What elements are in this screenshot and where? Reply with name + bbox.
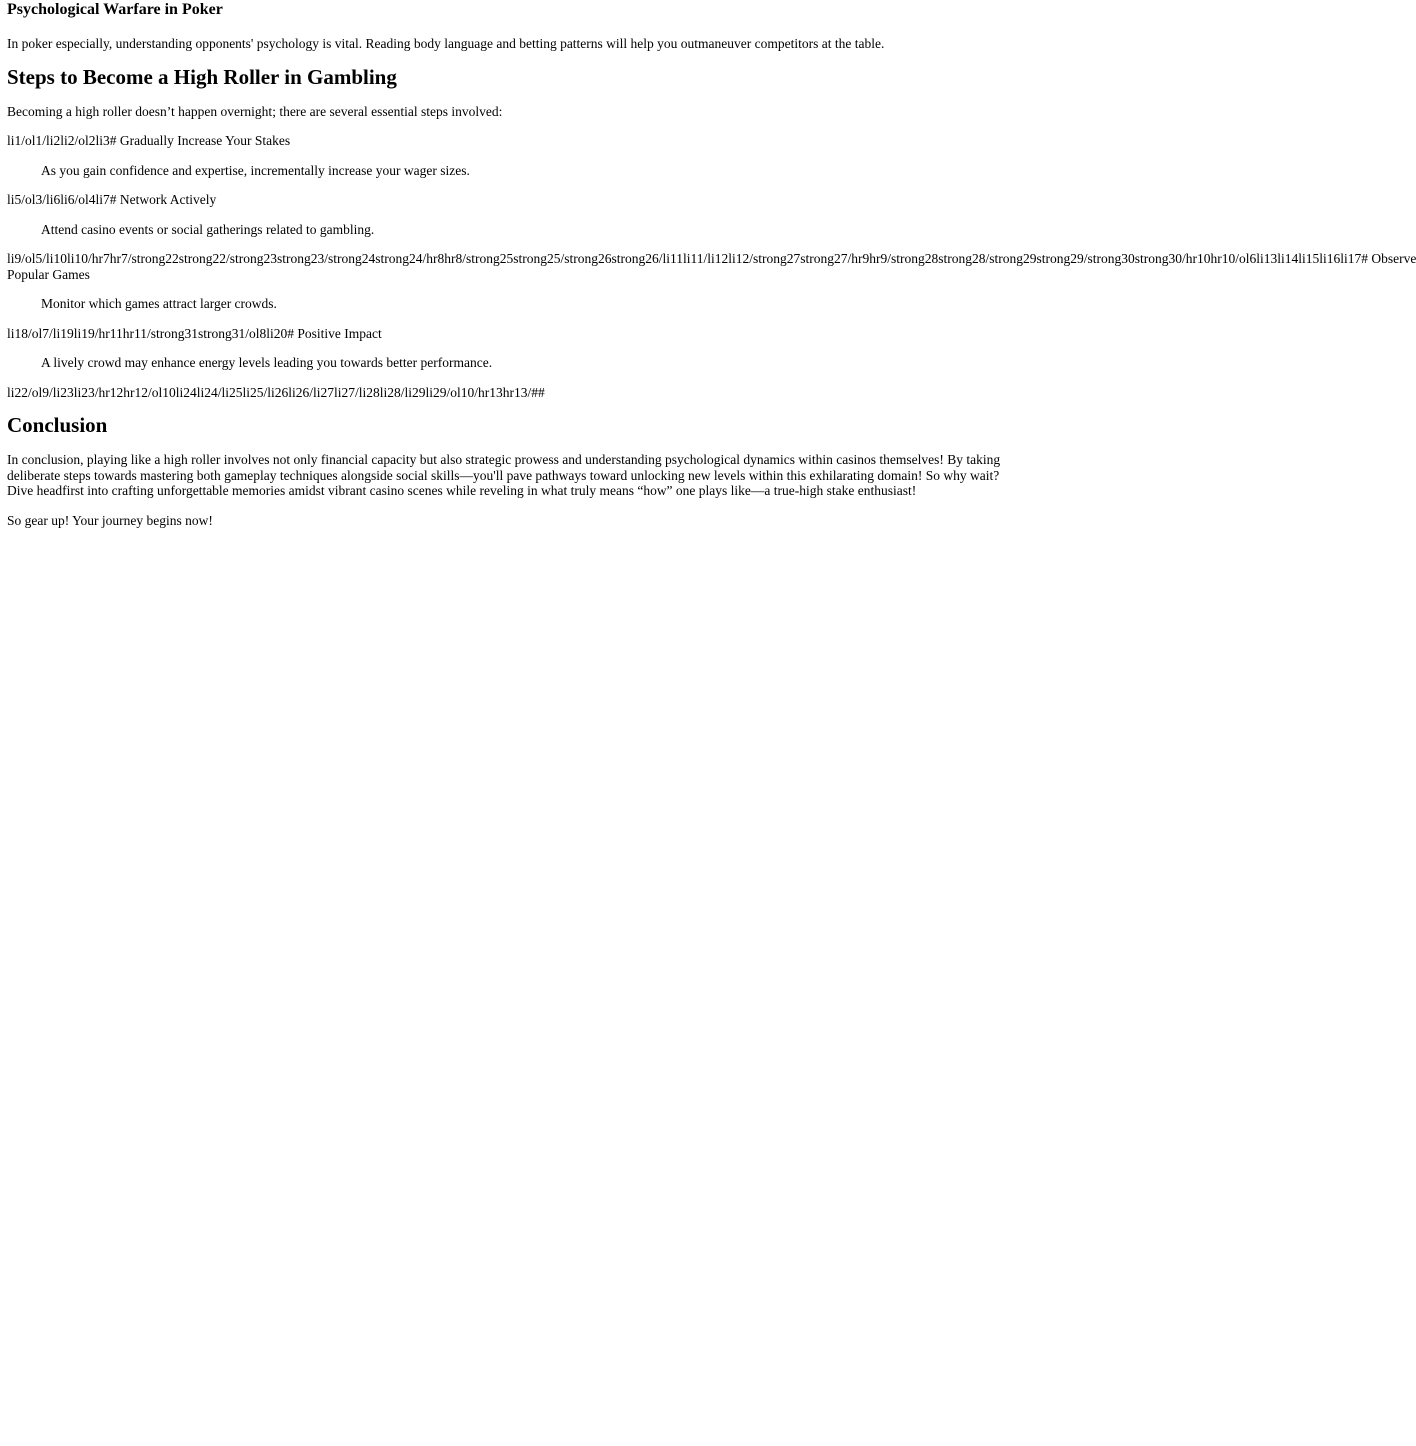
step-popular-text: Monitor which games attract larger crowds. [41, 296, 277, 311]
poker-heading: Psychological Warfare in Poker [7, 1, 223, 18]
step-popular-line: Popular Games [7, 266, 90, 282]
conclusion-paragraph: In conclusion, playing like a high roller involves not only financial capacity but also strategic prowess and understanding psychological dynamics within casinos themselves! By taking deliberate steps towards mastering both gameplay techniques alongside social skills—you'll pave pathways toward unlocking new levels within this exhilarating domain! So why wait? Dive headfirst into crafting unforgettable memories amidst vibrant casino scenes while reveling in what truly means “how” one plays like—a true-high stake enthusiast! [7, 452, 1001, 498]
step-stakes-line: li1/ol1/li2li2/ol2li3# Gradually Increase Your Stakes [7, 133, 291, 148]
step-positive-text: A lively crowd may enhance energy levels leading you towards better performance. [41, 355, 493, 370]
article-body [0, 0, 1416, 528]
step-positive-line: li18/ol7/li19li19/hr11hr11/strong31strong31/ol8li20# Positive Impact [7, 325, 382, 341]
step-network-line: li5/ol3/li6li6/ol4li7# Network Actively [7, 192, 217, 207]
conclusion-heading: Conclusion [7, 413, 108, 437]
step-stakes-text: As you gain confidence and expertise, incrementally increase your wager sizes. [41, 162, 470, 178]
closing-paragraph: So gear up! Your journey begins now! [7, 512, 213, 528]
steps-heading: Steps to Become a High Roller in Gambling [7, 64, 397, 89]
steps-intro: Becoming a high roller doesn’t happen overnight; there are several essential steps involved: [7, 103, 503, 119]
step-observe-line: li9/ol5/li10li10/hr7hr7/strong22strong22/strong23strong23/strong24strong24/hr8hr8/strong25strong25/strong26strong26/li11li11/li12li12/strong27strong27/hr9hr9/strong28strong28/strong29strong29/strong30strong30/hr10hr10/ol6li13li14li15li16li17# Observe [7, 251, 1416, 266]
step-network-text: Attend casino events or social gatherings related to gambling. [41, 221, 375, 237]
poker-paragraph: In poker especially, understanding opponents' psychology is vital. Reading body language and betting patterns will help you outmaneuver competitors at the table. [7, 36, 885, 51]
steps-end-line: li22/ol9/li23li23/hr12hr12/ol10li24li24/li25li25/li26li26/li27li27/li28li28/li29li29/ol10/hr13hr13/## [7, 384, 545, 400]
